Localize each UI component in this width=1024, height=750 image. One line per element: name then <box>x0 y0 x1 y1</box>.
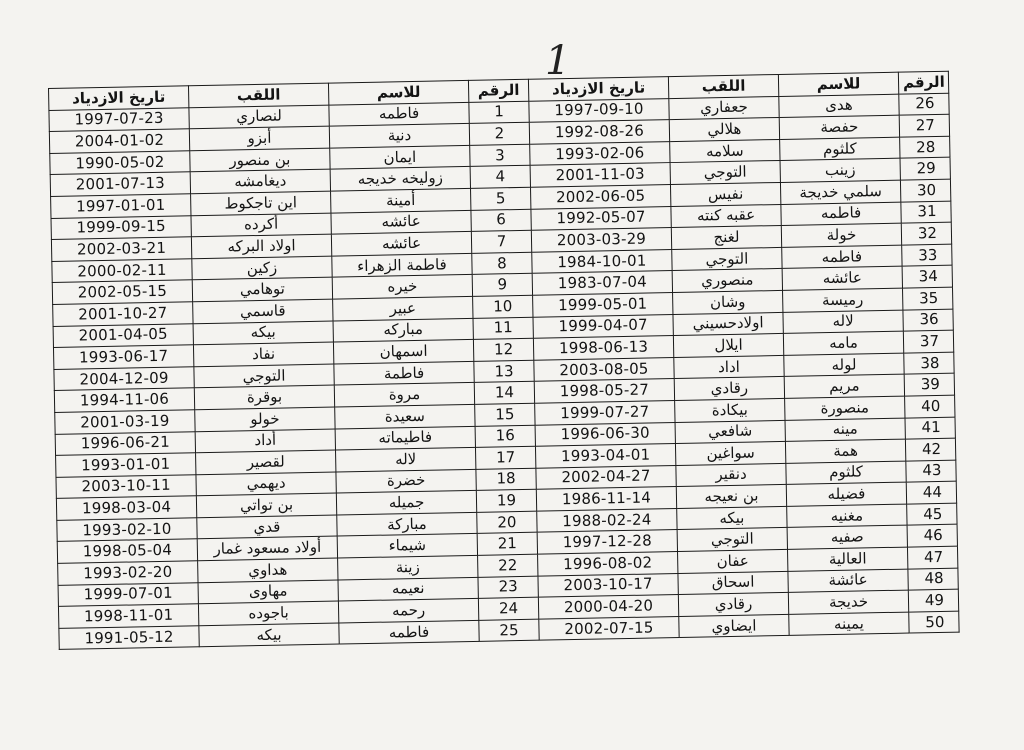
number-cell: 7 <box>471 230 531 253</box>
header-lastname-right: اللقب <box>668 74 778 98</box>
dob-cell: 1998-05-27 <box>534 379 674 403</box>
dob-cell: 2002-06-05 <box>530 185 670 209</box>
dob-cell: 1993-01-01 <box>56 453 196 477</box>
number-cell: 50 <box>909 611 959 634</box>
firstname-cell: شيماء <box>337 534 477 558</box>
lastname-cell: أكرده <box>191 213 331 237</box>
lastname-cell: ديغامشه <box>190 169 330 193</box>
firstname-cell: عائشه <box>331 210 471 234</box>
dob-cell: 2002-07-15 <box>539 616 679 640</box>
firstname-cell: عائشه <box>331 232 471 256</box>
lastname-cell: خولو <box>195 407 335 431</box>
number-cell: 6 <box>471 209 531 232</box>
firstname-cell: لوله <box>784 353 904 377</box>
number-cell: 36 <box>903 309 953 332</box>
header-dob-left: تاريخ الازدياد <box>49 86 189 110</box>
firstname-cell: مباركة <box>337 512 477 536</box>
lastname-cell: بيكه <box>199 623 339 647</box>
lastname-cell: لقصير <box>196 450 336 474</box>
firstname-cell: كلثوم <box>786 461 906 485</box>
firstname-cell: مامه <box>783 331 903 355</box>
firstname-cell: حفصة <box>779 115 899 139</box>
firstname-cell: كلثوم <box>780 137 900 161</box>
lastname-cell: بيكه <box>193 321 333 345</box>
firstname-cell: عائشه <box>782 266 902 290</box>
number-cell: 21 <box>477 533 537 556</box>
dob-cell: 1992-05-07 <box>531 206 671 230</box>
firstname-cell: عبير <box>333 296 473 320</box>
dob-cell: 1993-02-06 <box>530 141 670 165</box>
dob-cell: 1999-04-07 <box>533 314 673 338</box>
number-cell: 28 <box>900 136 950 159</box>
dob-cell: 1996-06-30 <box>535 422 675 446</box>
lastname-cell: رقادي <box>674 377 784 401</box>
number-cell: 4 <box>470 166 530 189</box>
number-cell: 41 <box>905 417 955 440</box>
register-sheet <box>48 71 945 650</box>
dob-cell: 1993-04-01 <box>535 444 675 468</box>
dob-cell: 2003-10-17 <box>538 573 678 597</box>
lastname-cell: أبزو <box>189 126 329 150</box>
lastname-cell: قاسمي <box>193 299 333 323</box>
dob-cell: 1999-07-01 <box>58 582 198 606</box>
firstname-cell: فاطمه <box>781 202 901 226</box>
firstname-cell: فاطمة الزهراء <box>332 253 472 277</box>
lastname-cell: اولاد البركه <box>191 234 331 258</box>
number-cell: 31 <box>901 201 951 224</box>
lastname-cell: دنقير <box>676 463 786 487</box>
dob-cell: 1998-11-01 <box>58 604 198 628</box>
register-table <box>48 71 960 651</box>
dob-cell: 2000-04-20 <box>538 595 678 619</box>
firstname-cell: فضيله <box>786 482 906 506</box>
dob-cell: 1999-09-15 <box>51 215 191 239</box>
number-cell: 44 <box>906 481 956 504</box>
number-cell: 12 <box>473 338 533 361</box>
table-body <box>49 93 959 650</box>
lastname-cell: شافعي <box>675 420 785 444</box>
dob-cell: 1996-06-21 <box>55 431 195 455</box>
firstname-cell: فاطمه <box>339 620 479 644</box>
number-cell: 45 <box>907 503 957 526</box>
dob-cell: 2003-08-05 <box>534 357 674 381</box>
lastname-cell: اين تاجكوط <box>191 191 331 215</box>
header-firstname-left: للاسم <box>328 80 468 104</box>
dob-cell: 2001-11-03 <box>530 163 670 187</box>
firstname-cell: فاطمه <box>329 102 469 126</box>
lastname-cell: بن تواتي <box>196 493 336 517</box>
dob-cell: 2001-07-13 <box>50 172 190 196</box>
dob-cell: 2003-03-29 <box>531 228 671 252</box>
dob-cell: 1986-11-14 <box>536 487 676 511</box>
firstname-cell: أمينة <box>331 188 471 212</box>
lastname-cell: بن نعيجه <box>676 485 786 509</box>
number-cell: 9 <box>472 274 532 297</box>
firstname-cell: هدى <box>779 94 899 118</box>
firstname-cell: ايمان <box>330 145 470 169</box>
number-cell: 30 <box>900 179 950 202</box>
number-cell: 17 <box>475 446 535 469</box>
number-cell: 2 <box>469 122 529 145</box>
dob-cell: 2004-01-02 <box>49 129 189 153</box>
number-cell: 43 <box>906 460 956 483</box>
firstname-cell: اسمهان <box>333 340 473 364</box>
lastname-cell: مهاوى <box>198 580 338 604</box>
dob-cell: 1997-09-10 <box>529 98 669 122</box>
lastname-cell: وشان <box>673 290 783 314</box>
lastname-cell: سلامه <box>670 139 780 163</box>
dob-cell: 1998-03-04 <box>56 496 196 520</box>
lastname-cell: بيكه <box>677 506 787 530</box>
firstname-cell: فاطيماته <box>335 426 475 450</box>
firstname-cell: مباركه <box>333 318 473 342</box>
lastname-cell: بن منصور <box>190 148 330 172</box>
dob-cell: 1998-06-13 <box>533 336 673 360</box>
number-cell: 23 <box>478 576 538 599</box>
lastname-cell: التوجي <box>194 364 334 388</box>
number-cell: 3 <box>470 144 530 167</box>
number-cell: 26 <box>899 93 949 116</box>
number-cell: 37 <box>903 330 953 353</box>
firstname-cell: رحمه <box>338 599 478 623</box>
number-cell: 24 <box>478 597 538 620</box>
header-number-left: الرقم <box>468 79 528 102</box>
number-cell: 39 <box>904 373 954 396</box>
dob-cell: 2001-04-05 <box>53 323 193 347</box>
lastname-cell: اداد <box>674 355 784 379</box>
number-cell: 11 <box>473 317 533 340</box>
lastname-cell: قدي <box>197 515 337 539</box>
dob-cell: 1999-07-27 <box>535 400 675 424</box>
firstname-cell: خيره <box>332 275 472 299</box>
number-cell: 25 <box>479 619 539 642</box>
firstname-cell: خضرة <box>336 469 476 493</box>
number-cell: 1 <box>469 101 529 124</box>
lastname-cell: اولادحسيني <box>673 312 783 336</box>
page-number: 1 <box>545 38 571 84</box>
lastname-cell: عقبه كنته <box>671 204 781 228</box>
lastname-cell: أولاد مسعود غمار <box>197 537 337 561</box>
firstname-cell: يمينه <box>789 612 909 636</box>
dob-cell: 2002-04-27 <box>536 465 676 489</box>
firstname-cell: فاطمه <box>782 245 902 269</box>
firstname-cell: زوليخه خديجه <box>330 167 470 191</box>
number-cell: 34 <box>902 266 952 289</box>
firstname-cell: صفيه <box>787 526 907 550</box>
number-cell: 20 <box>477 511 537 534</box>
number-cell: 13 <box>474 360 534 383</box>
firstname-cell: منصورة <box>785 396 905 420</box>
number-cell: 33 <box>902 244 952 267</box>
number-cell: 40 <box>905 395 955 418</box>
number-cell: 8 <box>472 252 532 275</box>
number-cell: 32 <box>901 222 951 245</box>
lastname-cell: رقادي <box>678 593 788 617</box>
lastname-cell: هلالي <box>669 118 779 142</box>
dob-cell: 2000-02-11 <box>52 259 192 283</box>
number-cell: 16 <box>475 425 535 448</box>
dob-cell: 1997-12-28 <box>537 530 677 554</box>
number-cell: 29 <box>900 158 950 181</box>
firstname-cell: سعيدة <box>335 404 475 428</box>
dob-cell: 2002-05-15 <box>52 280 192 304</box>
dob-cell: 1996-08-02 <box>538 552 678 576</box>
number-cell: 49 <box>908 589 958 612</box>
dob-cell: 1994-11-06 <box>54 388 194 412</box>
number-cell: 15 <box>475 403 535 426</box>
firstname-cell: مغنيه <box>787 504 907 528</box>
lastname-cell: زكين <box>192 256 332 280</box>
firstname-cell: زينب <box>780 159 900 183</box>
firstname-cell: رميسة <box>783 288 903 312</box>
dob-cell: 2001-10-27 <box>53 302 193 326</box>
dob-cell: 1988-02-24 <box>537 508 677 532</box>
firstname-cell: مريم <box>784 374 904 398</box>
firstname-cell: العالية <box>787 547 907 571</box>
lastname-cell: هداوي <box>198 558 338 582</box>
dob-cell: 1999-05-01 <box>533 292 673 316</box>
dob-cell: 1992-08-26 <box>529 120 669 144</box>
dob-cell: 2002-03-21 <box>51 237 191 261</box>
firstname-cell: نعيمه <box>338 577 478 601</box>
firstname-cell: خديجة <box>788 590 908 614</box>
dob-cell: 1983-07-04 <box>532 271 672 295</box>
firstname-cell: لاله <box>783 310 903 334</box>
number-cell: 19 <box>476 489 536 512</box>
lastname-cell: اسحاق <box>678 571 788 595</box>
number-cell: 27 <box>899 114 949 137</box>
dob-cell: 1993-02-10 <box>57 518 197 542</box>
dob-cell: 1984-10-01 <box>532 249 672 273</box>
dob-cell: 1993-02-20 <box>58 561 198 585</box>
lastname-cell: توهامي <box>192 277 332 301</box>
firstname-cell: خولة <box>781 223 901 247</box>
dob-cell: 2001-03-19 <box>55 410 195 434</box>
dob-cell: 1993-06-17 <box>53 345 193 369</box>
lastname-cell: بوقرة <box>194 385 334 409</box>
header-number-right: الرقم <box>898 71 948 94</box>
dob-cell: 1991-05-12 <box>59 626 199 650</box>
lastname-cell: التوجي <box>677 528 787 552</box>
lastname-cell: ديهمي <box>196 472 336 496</box>
lastname-cell: لنصاري <box>189 105 329 129</box>
lastname-cell: عفان <box>678 549 788 573</box>
number-cell: 10 <box>473 295 533 318</box>
header-lastname-left: اللقب <box>188 83 328 107</box>
lastname-cell: نفاد <box>193 342 333 366</box>
lastname-cell: بيكادة <box>675 398 785 422</box>
lastname-cell: أداد <box>195 429 335 453</box>
firstname-cell: دنية <box>329 124 469 148</box>
firstname-cell: جميله <box>336 491 476 515</box>
lastname-cell: نفيس <box>670 182 780 206</box>
number-cell: 14 <box>474 382 534 405</box>
dob-cell: 1997-07-23 <box>49 107 189 131</box>
lastname-cell: التوجي <box>672 247 782 271</box>
firstname-cell: لاله <box>336 447 476 471</box>
lastname-cell: جعفاري <box>669 96 779 120</box>
firstname-cell: مروة <box>334 383 474 407</box>
number-cell: 47 <box>907 546 957 569</box>
lastname-cell: باجوده <box>198 601 338 625</box>
number-cell: 48 <box>908 568 958 591</box>
lastname-cell: لغنج <box>671 226 781 250</box>
header-dob-right: تاريخ الازدياد <box>528 77 668 101</box>
lastname-cell: التوجي <box>670 161 780 185</box>
header-firstname-right: للاسم <box>778 72 898 96</box>
lastname-cell: منصوري <box>672 269 782 293</box>
firstname-cell: عائشة <box>788 569 908 593</box>
number-cell: 46 <box>907 525 957 548</box>
dob-cell: 1997-01-01 <box>51 194 191 218</box>
number-cell: 38 <box>904 352 954 375</box>
number-cell: 18 <box>476 468 536 491</box>
number-cell: 5 <box>471 187 531 210</box>
dob-cell: 2004-12-09 <box>54 366 194 390</box>
firstname-cell: فاطمة <box>334 361 474 385</box>
lastname-cell: سواغين <box>675 442 785 466</box>
dob-cell: 2003-10-11 <box>56 474 196 498</box>
number-cell: 22 <box>478 554 538 577</box>
dob-cell: 1990-05-02 <box>50 151 190 175</box>
number-cell: 35 <box>902 287 952 310</box>
lastname-cell: ايضاوي <box>679 614 789 638</box>
dob-cell: 1998-05-04 <box>57 539 197 563</box>
firstname-cell: سلمي خديجة <box>780 180 900 204</box>
lastname-cell: ايلال <box>673 334 783 358</box>
firstname-cell: همة <box>785 439 905 463</box>
firstname-cell: زينة <box>338 555 478 579</box>
firstname-cell: مينه <box>785 418 905 442</box>
number-cell: 42 <box>905 438 955 461</box>
